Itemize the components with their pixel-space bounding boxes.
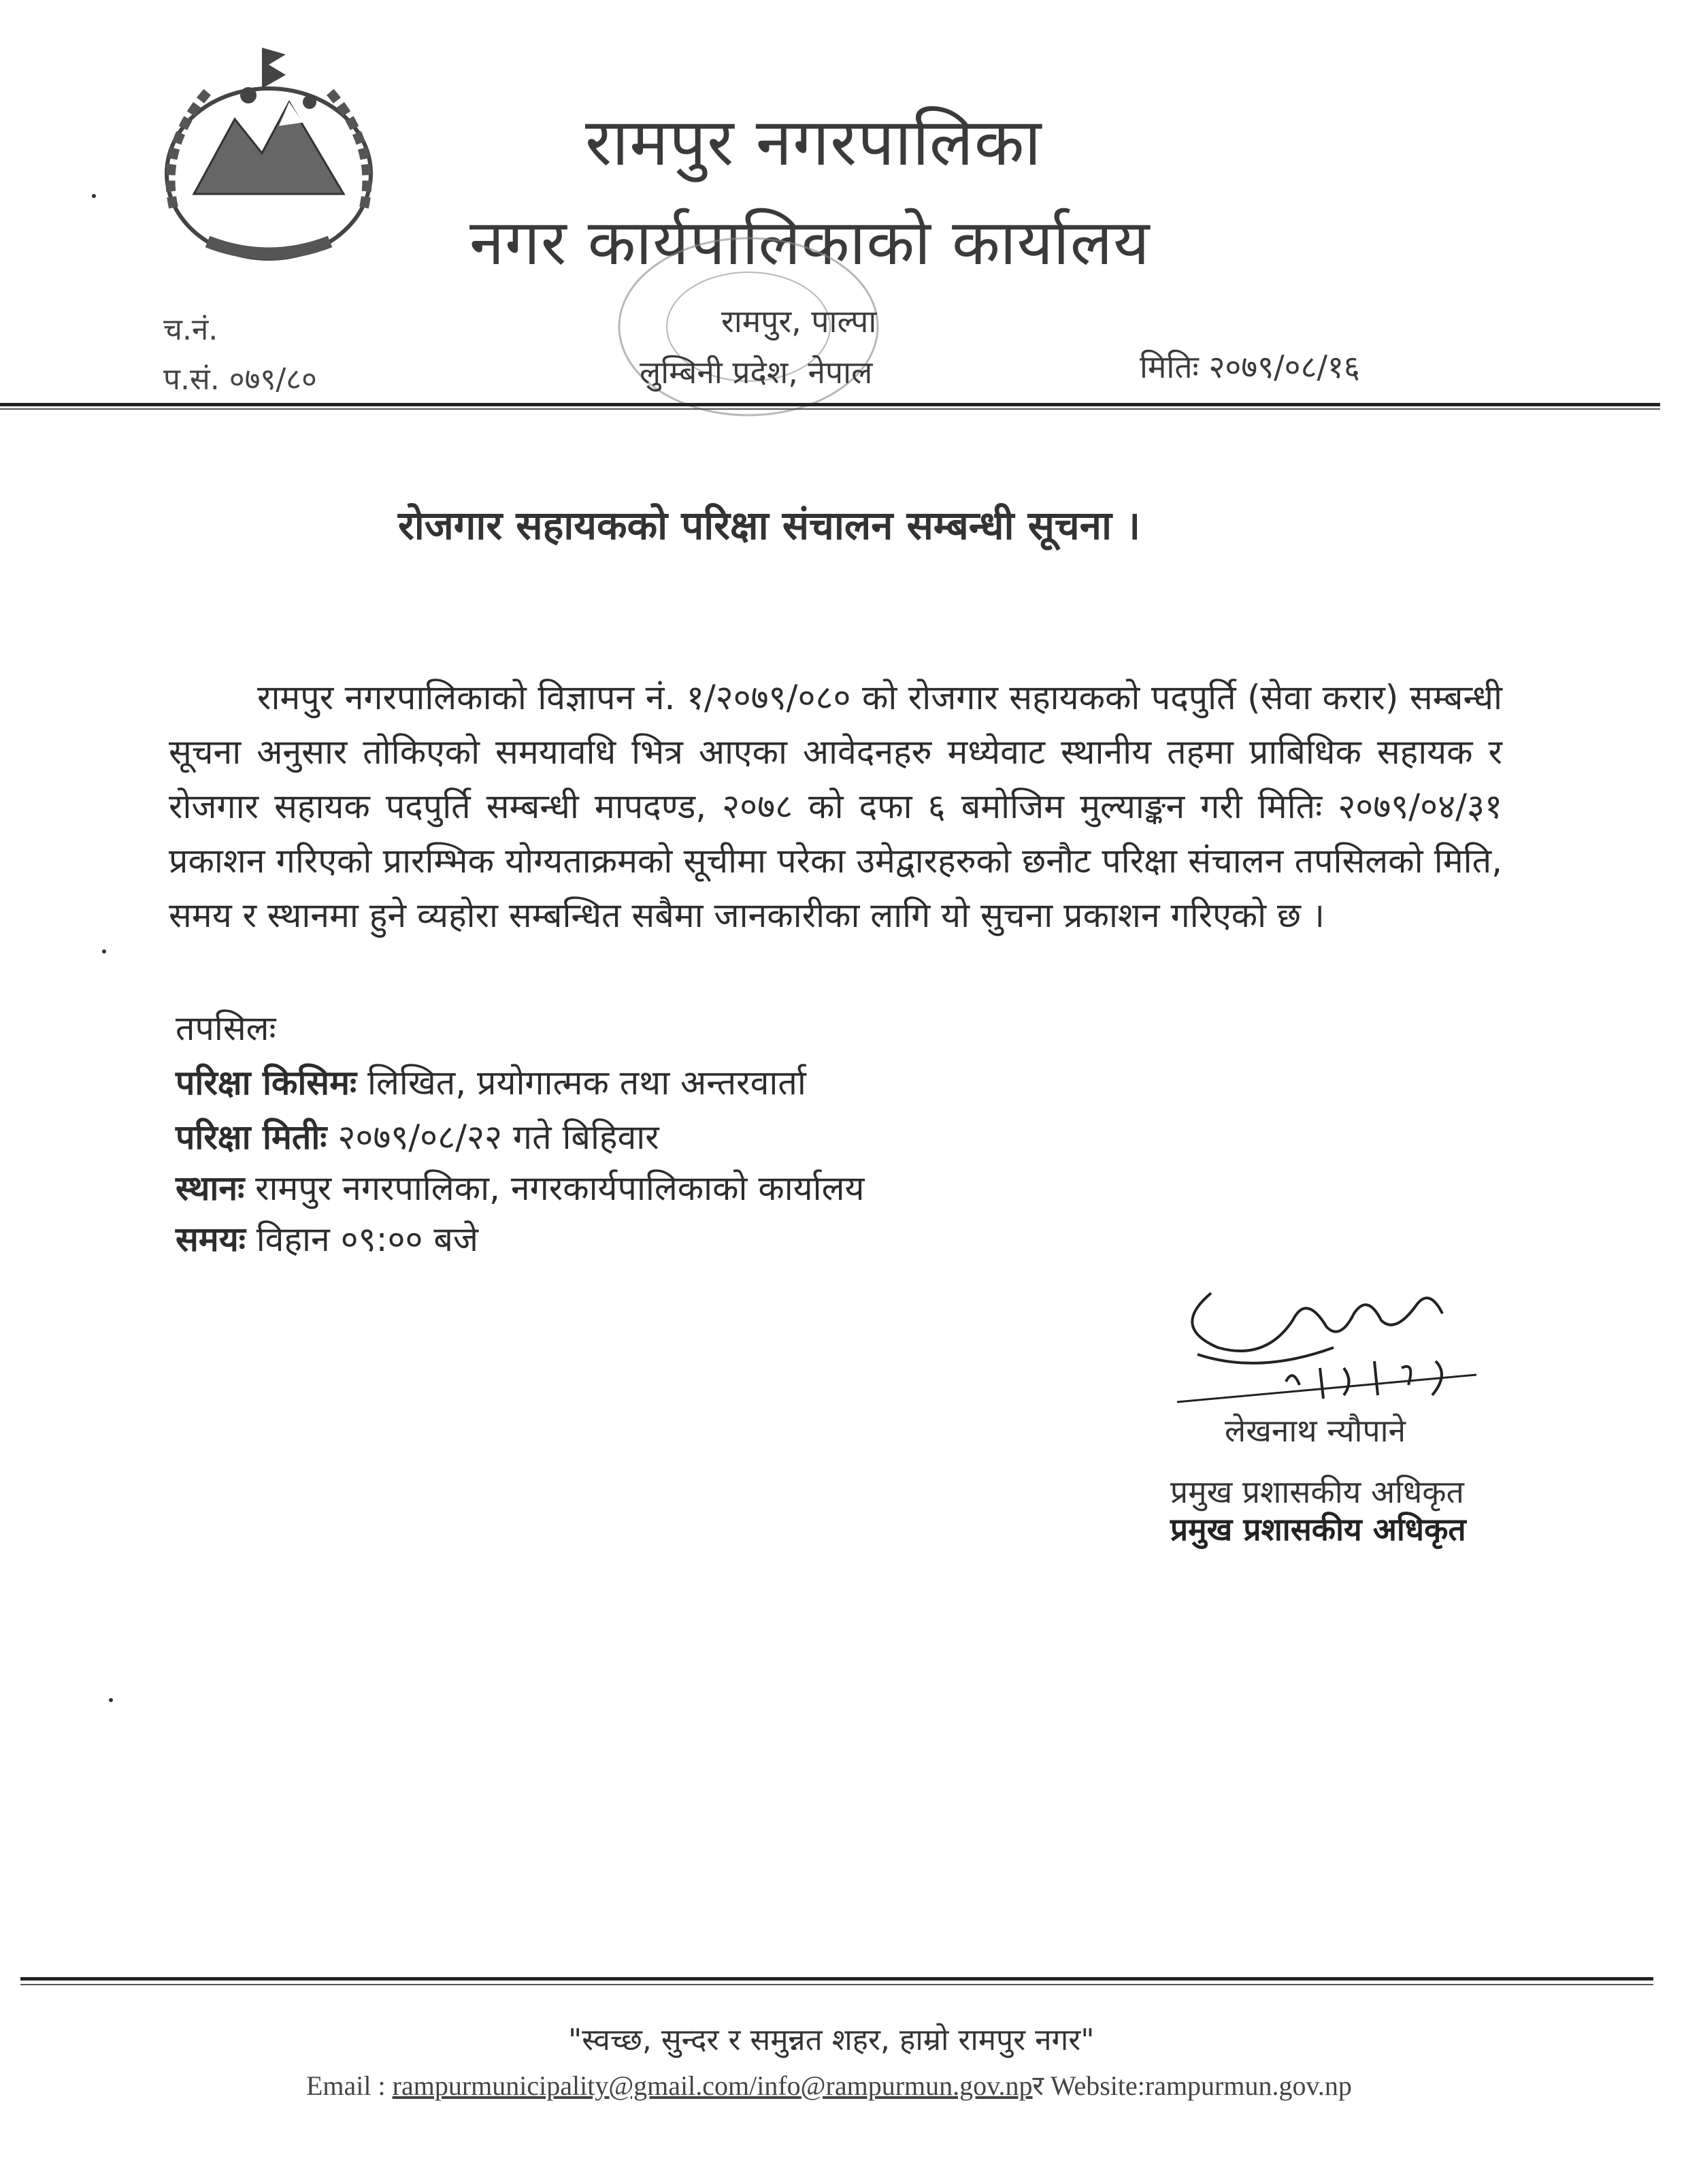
detail-label: परिक्षा किसिमः	[176, 1063, 357, 1103]
footer-contact	[306, 2066, 1352, 2103]
email-link[interactable]: rampurmunicipality@gmail.com/info@rampurmun.gov.np	[392, 2070, 1033, 2101]
notice-body	[169, 670, 1502, 943]
notice-body-text: रामपुर नगरपालिकाको विज्ञापन नं. १/२०७९/०८० को रोजगार सहायकको पदपुर्ति (सेवा करार) सम्बन्धी सूचना अनुसार तोकिएको समयावधि भित्र आएका आवेदनहरु मध्येवाट स्थानीय तहमा प्राबिधिक सहायक र रोजगार सहायक पदपुर्ति सम्बन्धी मापदण्ड, २०७८ को दफा ६ बमोजिम मुल्याङ्कन गरी मितिः २०७९/०४/३१ प्रकाशन गरिएको प्रारम्भिक योग्यताक्रमको सूचीमा परेका उमेद्वारहरुको छनौट परिक्षा संचालन तपसिलको मिति, समय र स्थानमा हुने व्यहोरा सम्बन्धित सबैमा जानकारीका लागि यो सुचना प्रकाशन गरिएको छ ।	[169, 678, 1502, 935]
signatory-title: प्रमुख प्रशासकीय अधिकृत	[1170, 1473, 1464, 1510]
footer-divider	[20, 1977, 1653, 1981]
scan-speck	[109, 1698, 113, 1702]
detail-value: विहान ०९:०० बजे	[256, 1220, 479, 1259]
org-name: रामपुर नगरपालिका	[585, 104, 1042, 180]
detail-exam-date	[176, 1113, 659, 1159]
detail-value: २०७९/०८/२२ गते बिहिवार	[337, 1118, 659, 1157]
scan-speck	[102, 949, 106, 954]
detail-value: रामपुर नगरपालिका, नगरकार्यपालिकाको कार्यालय	[255, 1169, 865, 1208]
office-address-line1: रामपुर, पाल्पा	[721, 303, 877, 340]
signatory-name: लेखनाथ न्यौपाने	[1225, 1412, 1406, 1449]
header-divider-thin	[0, 408, 1660, 410]
details-heading: तपसिलः	[176, 1009, 276, 1048]
website-text: र Website:rampurmun.gov.np	[1032, 2070, 1352, 2101]
detail-label: परिक्षा मितीः	[176, 1118, 327, 1157]
detail-exam-type	[176, 1058, 806, 1105]
office-address-line2: लुम्बिनी प्रदेश, नेपाल	[640, 354, 873, 391]
detail-label: स्थानः	[176, 1169, 245, 1208]
detail-value: लिखित, प्रयोगात्मक तथा अन्तरवार्ता	[367, 1063, 806, 1103]
office-name: नगर कार्यपालिकाको कार्यालय	[469, 206, 1151, 279]
email-label: Email :	[306, 2070, 393, 2101]
detail-venue	[176, 1164, 865, 1210]
handwritten-signature	[1157, 1266, 1483, 1422]
footer-slogan: "स्वच्छ, सुन्दर र समुन्नत शहर, हाम्रो रामपुर नगर"	[568, 2023, 1095, 2057]
header-divider	[0, 403, 1660, 406]
ref-number-label: च.नं.	[163, 312, 218, 347]
signatory-title-stamp: प्रमुख प्रशासकीय अधिकृत	[1170, 1511, 1466, 1548]
detail-time	[176, 1215, 478, 1261]
letter-date: मितिः २०७९/०८/१६	[1140, 348, 1360, 385]
footer-divider-thin	[20, 1984, 1653, 1985]
fiscal-year: प.सं. ०७९/८०	[163, 362, 317, 397]
notice-subject: रोजगार सहायकको परिक्षा संचालन सम्बन्धी सूचना ।	[398, 502, 1141, 549]
scan-speck	[92, 194, 96, 198]
emblem-icon	[133, 37, 405, 262]
detail-label: समयः	[176, 1220, 246, 1259]
